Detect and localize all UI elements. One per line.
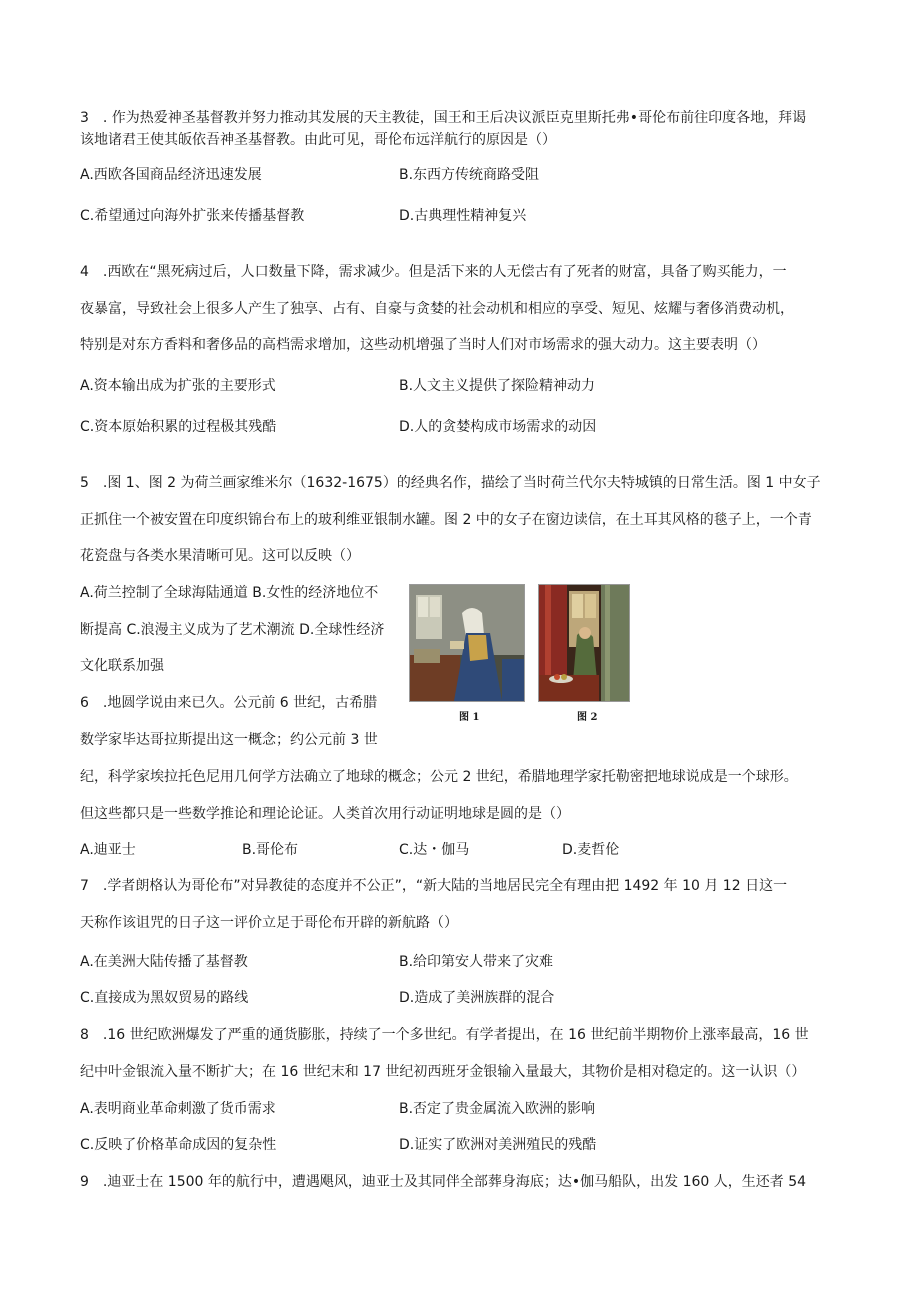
- q6-line-3: 纪，科学家埃拉托色尼用几何学方法确立了地球的概念；公元 2 世纪，希腊地理学家托勒密把地球说成是一个球形。: [80, 769, 798, 785]
- q4-line-2: 夜暴富，导致社会上很多人产生了独享、占有、自豪与贪婪的社会动机和相应的享受、短见、炫耀与奢侈消费动机，: [80, 301, 794, 317]
- q5-options-line-1: A.荷兰控制了全球海陆通道 B.女性的经济地位不: [80, 585, 379, 601]
- q3-line-1: 3 . 作为热爱神圣基督教并努力推动其发展的天主教徒，国王和王后决议派臣克里斯托弗•哥伦布前往印度各地，拜谒: [80, 110, 807, 126]
- q8-option-a: A.表明商业革命刺激了货币需求: [80, 1101, 276, 1117]
- q5-line-3: 花瓷盘与各类水果清晰可见。这可以反映（）: [80, 548, 360, 564]
- q5-line-2: 正抓住一个被安置在印度织锦台布上的玻利维亚银制水罐。图 2 中的女子在窗边读信，在土耳其风格的毯子上，一个青: [80, 512, 812, 528]
- q6-option-a: A.迪亚士: [80, 842, 136, 858]
- q9-line-1: 9 .迪亚士在 1500 年的航行中，遭遇飓风，迪亚士及其同伴全部葬身海底；达•伽马船队，出发 160 人，生还者 54: [80, 1174, 807, 1190]
- q7-line-1: 7 .学者朗格认为哥伦布”对异教徒的态度并不公正”，“新大陆的当地居民完全有理由把 1492 年 10 月 12 日这一: [80, 878, 788, 894]
- q4-option-c: C.资本原始积累的过程极其残酷: [80, 419, 277, 435]
- q3-line-2: 该地诸君王使其皈依吾神圣基督教。由此可见，哥伦布远洋航行的原因是（）: [80, 132, 556, 148]
- q3-option-b: B.东西方传统商路受阻: [399, 167, 540, 183]
- figure-2-painting: [538, 584, 630, 702]
- q3-option-a: A.西欧各国商品经济迅速发展: [80, 167, 262, 183]
- figure-2-caption: 图 2: [577, 712, 598, 723]
- figure-1-painting: [409, 584, 525, 702]
- figure-1-caption: 图 1: [459, 712, 480, 723]
- q7-option-b: B.给印第安人带来了灾难: [399, 954, 554, 970]
- q4-option-b: B.人文主义提供了探险精神动力: [399, 378, 596, 394]
- q8-option-d: D.证实了欧洲对美洲殖民的残酷: [399, 1137, 597, 1153]
- q6-option-d: D.麦哲伦: [562, 842, 620, 858]
- q7-option-c: C.直接成为黑奴贸易的路线: [80, 990, 249, 1006]
- q8-line-1: 8 .16 世纪欧洲爆发了严重的通货膨胀，持续了一个多世纪。有学者提出，在 16 世纪前半期物价上涨率最高，16 世: [80, 1027, 809, 1043]
- q6-option-b: B.哥伦布: [242, 842, 299, 858]
- q6-line-4: 但这些都只是一些数学推论和理论论证。人类首次用行动证明地球是圆的是（）: [80, 806, 570, 822]
- q4-option-d: D.人的贪婪构成市场需求的动因: [399, 419, 597, 435]
- q6-option-c: C.达・伽马: [399, 842, 470, 858]
- q6-line-1: 6 .地圆学说由来已久。公元前 6 世纪，古希腊: [80, 695, 378, 711]
- q4-option-a: A.资本输出成为扩张的主要形式: [80, 378, 276, 394]
- q3-option-c: C.希望通过向海外扩张来传播基督教: [80, 208, 305, 224]
- q4-line-1: 4 .西欧在“黑死病过后，人口数量下降，需求减少。但是活下来的人无偿古有了死者的财富，具备了购买能力，一: [80, 264, 787, 280]
- q6-line-2: 数学家毕达哥拉斯提出这一概念；约公元前 3 世: [80, 732, 378, 748]
- q5-options-line-2: 断提高 C.浪漫主义成为了艺术潮流 D.全球性经济: [80, 622, 385, 638]
- q7-line-2: 天称作该诅咒的日子这一评价立足于哥伦布开辟的新航路（）: [80, 915, 458, 931]
- q5-line-1: 5 .图 1、图 2 为荷兰画家维米尔（1632-1675）的经典名作，描绘了当时荷兰代尔夫特城镇的日常生活。图 1 中女子: [80, 475, 821, 491]
- q8-option-c: C.反映了价格革命成因的复杂性: [80, 1137, 277, 1153]
- q8-option-b: B.否定了贵金属流入欧洲的影响: [399, 1101, 596, 1117]
- q7-option-a: A.在美洲大陆传播了基督教: [80, 954, 248, 970]
- q8-line-2: 纪中叶金银流入量不断扩大；在 16 世纪末和 17 世纪初西班牙金银输入量最大，其物价是相对稳定的。这一认识（）: [80, 1064, 806, 1080]
- q3-option-d: D.古典理性精神复兴: [399, 208, 527, 224]
- q5-options-line-3: 文化联系加强: [80, 658, 164, 674]
- q4-line-3: 特别是对东方香料和奢侈品的高档需求增加，这些动机增强了当时人们对市场需求的强大动力。这主要表明（）: [80, 337, 766, 353]
- q7-option-d: D.造成了美洲族群的混合: [399, 990, 555, 1006]
